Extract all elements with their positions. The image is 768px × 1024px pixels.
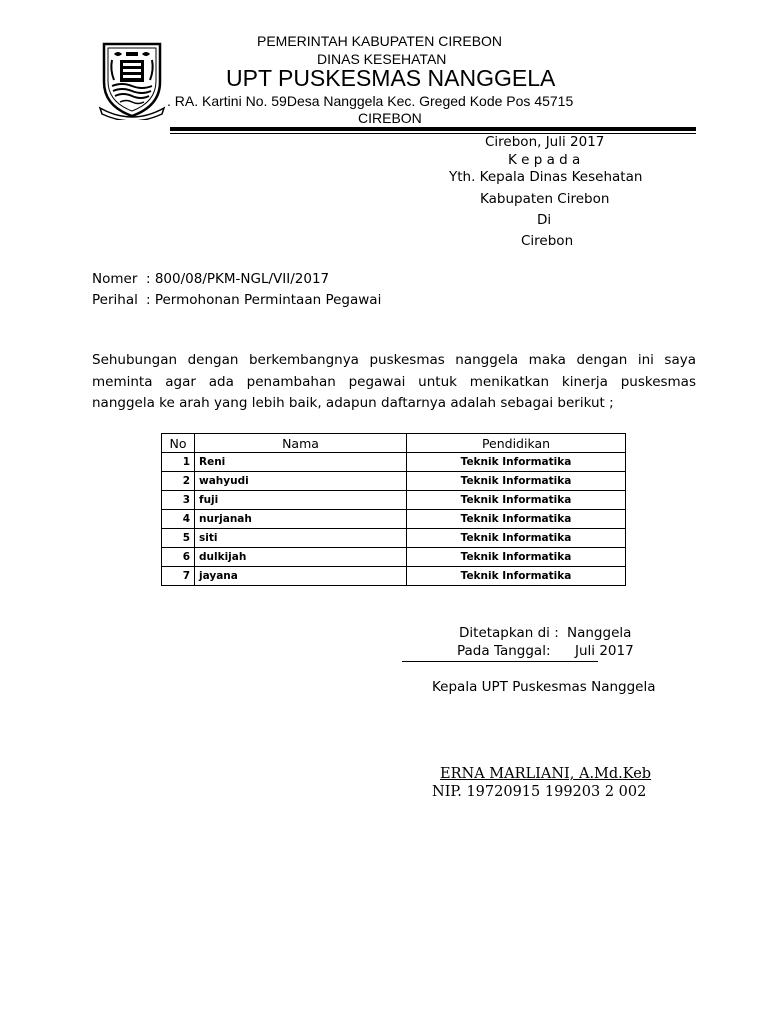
- row-pendidikan: Teknik Informatika: [407, 453, 626, 472]
- recipient-title: Yth. Kepala Dinas Kesehatan: [449, 169, 643, 185]
- date-underline: [402, 661, 598, 662]
- paragraph-line-1: Sehubungan dengan berkembangnya puskesmas nanggela maka dengan ini saya: [92, 352, 696, 368]
- signatory-name: ERNA MARLIANI, A.Md.Keb: [440, 766, 652, 782]
- row-no: 3: [162, 491, 195, 510]
- cirebon-regency-crest-icon: [98, 36, 166, 120]
- perihal-label: Perihal: [92, 292, 138, 308]
- row-no: 4: [162, 510, 195, 529]
- row-no: 5: [162, 529, 195, 548]
- letterhead-address: . RA. Kartini No. 59Desa Nanggela Kec. Greged Kode Pos 45715: [167, 93, 574, 109]
- header-pendidikan: Pendidikan: [407, 434, 626, 453]
- letterhead-title: UPT PUSKESMAS NANGGELA: [226, 65, 556, 91]
- row-pendidikan: Teknik Informatika: [407, 491, 626, 510]
- perihal-value: : Permohonan Permintaan Pegawai: [146, 292, 382, 308]
- row-no: 7: [162, 567, 195, 586]
- row-pendidikan: Teknik Informatika: [407, 548, 626, 567]
- row-nama: dulkijah: [195, 548, 407, 567]
- table-row: [162, 510, 626, 529]
- table-row: [162, 491, 626, 510]
- table-row: [162, 453, 626, 472]
- ditetapkan-label: Ditetapkan di :: [459, 625, 559, 641]
- row-pendidikan: Teknik Informatika: [407, 529, 626, 548]
- table-header-row: [162, 434, 626, 453]
- row-nama: siti: [195, 529, 407, 548]
- table-row: [162, 548, 626, 567]
- kepada-label: K e p a d a: [508, 152, 581, 168]
- recipient-city: Cirebon: [521, 233, 574, 249]
- row-no: 2: [162, 472, 195, 491]
- staff-table: [161, 433, 626, 586]
- ditetapkan-value: Nanggela: [567, 625, 632, 641]
- letterhead-divider-thick: [170, 127, 696, 131]
- row-nama: nurjanah: [195, 510, 407, 529]
- nomor-label: Nomer: [92, 271, 138, 287]
- body-paragraph: [92, 350, 696, 415]
- letterhead-city: CIREBON: [358, 110, 422, 126]
- table-row: [162, 529, 626, 548]
- row-nama: fuji: [195, 491, 407, 510]
- letterhead-line1: PEMERINTAH KABUPATEN CIREBON: [257, 33, 503, 49]
- letter-date: Cirebon, Juli 2017: [485, 134, 605, 150]
- row-nama: Reni: [195, 453, 407, 472]
- row-nama: wahyudi: [195, 472, 407, 491]
- signatory-nip: NIP. 19720915 199203 2 002: [432, 784, 647, 800]
- row-pendidikan: Teknik Informatika: [407, 472, 626, 491]
- paragraph-line-2: meminta agar ada penambahan pegawai untuk menikatkan kinerja puskesmas: [92, 373, 696, 390]
- row-pendidikan: Teknik Informatika: [407, 567, 626, 586]
- letterhead-line2: DINAS KESEHATAN: [317, 51, 447, 67]
- recipient-di: Di: [537, 212, 552, 228]
- letterhead-divider-thin: [170, 133, 696, 134]
- signatory-position: Kepala UPT Puskesmas Nanggela: [432, 679, 656, 695]
- table-row: [162, 472, 626, 491]
- row-nama: jayana: [195, 567, 407, 586]
- paragraph-line-3: nanggela ke arah yang lebih baik, adapun daftarnya adalah sebagai berikut ;: [92, 395, 614, 411]
- header-no: No: [162, 434, 195, 453]
- tanggal-value: Juli 2017: [575, 643, 634, 659]
- nomor-value: : 800/08/PKM-NGL/VII/2017: [146, 271, 330, 287]
- recipient-regency: Kabupaten Cirebon: [480, 191, 610, 207]
- tanggal-label: Pada Tanggal:: [457, 643, 551, 659]
- header-nama: Nama: [195, 434, 407, 453]
- row-pendidikan: Teknik Informatika: [407, 510, 626, 529]
- table-row: [162, 567, 626, 586]
- row-no: 6: [162, 548, 195, 567]
- row-no: 1: [162, 453, 195, 472]
